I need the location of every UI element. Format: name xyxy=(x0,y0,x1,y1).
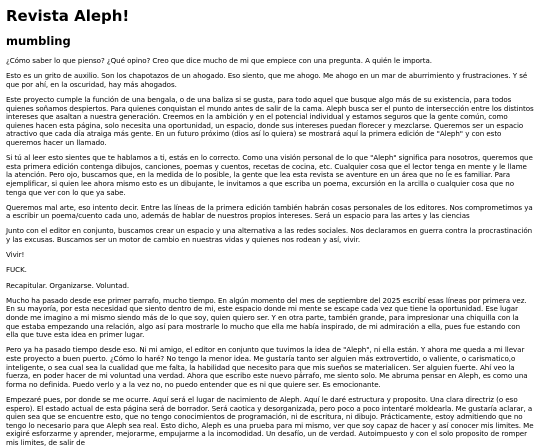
paragraph: Mucho ha pasado desde ese primer parrafo, mucho tiempo. En algún momento del mes de septiembre del 2025 escribí esas líneas por primera vez. En su mayoría, por esta necesidad que siento dentro de mi, este espacio donde mi mente se escape cada vez que tiene la oportunidad. Ese lugar donde me imagino a mi mismo siendo más de lo que soy, quien quiero ser. Y en otra parte, también grande, para impresionar una chiquilla con la que estaba empezando una relación, algo así para mostrarle lo mucho que ella me había inspirado, de mi admiración a ella, pues fue estando con ella que tuve esta idea en primer lugar. xyxy=(6,295,527,340)
paragraph: ¿Cómo saber lo que pienso? ¿Qué opino? Creo que dice mucho de mi que empiece con una pregunta. A quién le importa. xyxy=(6,56,432,65)
paragraph: FUCK. xyxy=(6,265,27,275)
paragraph: Esto es un grito de auxilio. Son los chapotazos de un ahogado. Eso siento, que me ahogo. Me ahogo en un mar de aburrimiento y frustraciones. Y sé que por ahí, en la oscuridad, hay más ahogados. xyxy=(6,71,528,89)
paragraph: Pero ya ha pasado tiempo desde eso. Ni mi amigo, el editor en conjunto que tuvimos la idea de "Aleph", ni ella están. Y ahora me queda a mi llevar este proyecto a buen puerto. ¿Cómo lo haré? No tengo la menor idea. Me gustaría tanto ser alguien más extrovertido, o valiente, o carismatico,o inteligente, o sea cual sea la cualidad que me falta, la habilidad que necesito para que mis sueños se materialicen. Ser alguien fuerte. Ahí veo la fuerza, en poder hacer de mi voluntad una verdad. Ahora que escribo este nuevo párrafo, me siento solo. Me abruma pensar en Aleph, es como una forma no definida. Puedo verlo y a la vez no, no puedo entender que es ni que quiere ser. Es emocionante. xyxy=(6,345,528,389)
paragraph: Si tú al leer esto sientes que te hablamos a ti, estás en lo correcto. Como una visión personal de lo que "Aleph" significa para nosotros, queremos que esta primera edición contenga dibujos, canciones, poemas y cuentos, recetas de cocina, etc. Cualquier cosa que el lector tenga en mente y le llame la atención. Pero ojo, buscamos que, en la medida de lo posible, la gente que lea esta revista se aventure en un área que no le es familiar. Para ejemplificar, si quien lee ahora mismo esto es un dibujante, le invitamos a que escriba un poema, excursión en la arcilla o cualquier cosa que no tenga que ver con lo que ya sabe. xyxy=(6,153,533,197)
paragraph: Este proyecto cumple la función de una bengala, o de una baliza si se gusta, para todo aquel que busque algo más de su existencia, para todos quienes soñamos despiertos. Para quienes conquistan el mundo antes de salir de la cama. Aleph busca ser el punto de intersección entre los distintos intereses que asaltan a nuestra generación. Creemos en la ambición y en el potencial individual y estamos seguros que la gente común, como quienes hacen esta página, solo necesita una oportunidad, un espacio, donde sus intereses puedan florecer y mezclarse. Queremos ser un espacio atractivo que cada día atraiga más gente. En un futuro próximo (dios así lo quiera) se mostrará aquí la primera edición de "Aleph" y con esto queremos hacer un llamado. xyxy=(6,94,534,147)
paragraph: Recapitular. Organizarse. Voluntad. xyxy=(6,280,130,290)
paragraph: Empezaré pues, por donde se me ocurre. Aquí será el lugar de nacimiento de Aleph. Aquí le daré estructura y proposito. Una clara directriz (o eso espero). El estado actual de esta página será de borrador. Será caotica y desorganizada, pero poco a poco intentaré moldearla. Me gustaría aclarar, a quien sea que se encuentre esto, que no tengo conocimientos de programación, ni de escritura, ni dibujo. Prácticamente, estoy admitiendo que no tengo lo necesario para que Aleph sea real. Esto dicho, Aleph es una prueba para mi mismo, ver que soy capaz de hacer y así conocer mis limites. Me exigiré esforzarme y aprender, mejorarme, empujarme a la incomodidad. Un desafío, un de verdad. Autoimpuesto y con el solo proposito de romper mis limites, de salir de xyxy=(6,394,534,447)
paragraph: Queremos mal arte, eso intento decir. Entre las líneas de la primera edición también habrán cosas personales de los editores. Nos comprometimos ya a escribir un poema/cuento cada uno, además de hablar de nuestros propios intereses. Será un espacio para las artes y las ciencias xyxy=(6,202,533,221)
paragraph: Junto con el editor en conjunto, buscamos crear un espacio y una alternativa a las redes sociales. Nos declaramos en guerra contra la procrastinación y las excusas. Buscamos ser un motor de cambio en nuestras vidas y quienes nos rodean y así, vivir. xyxy=(6,226,533,245)
paragraph: Vivir! xyxy=(6,250,25,260)
page-title: Revista Aleph! xyxy=(6,7,130,25)
page-subtitle: mumbling xyxy=(6,34,71,48)
article-body xyxy=(6,57,534,448)
